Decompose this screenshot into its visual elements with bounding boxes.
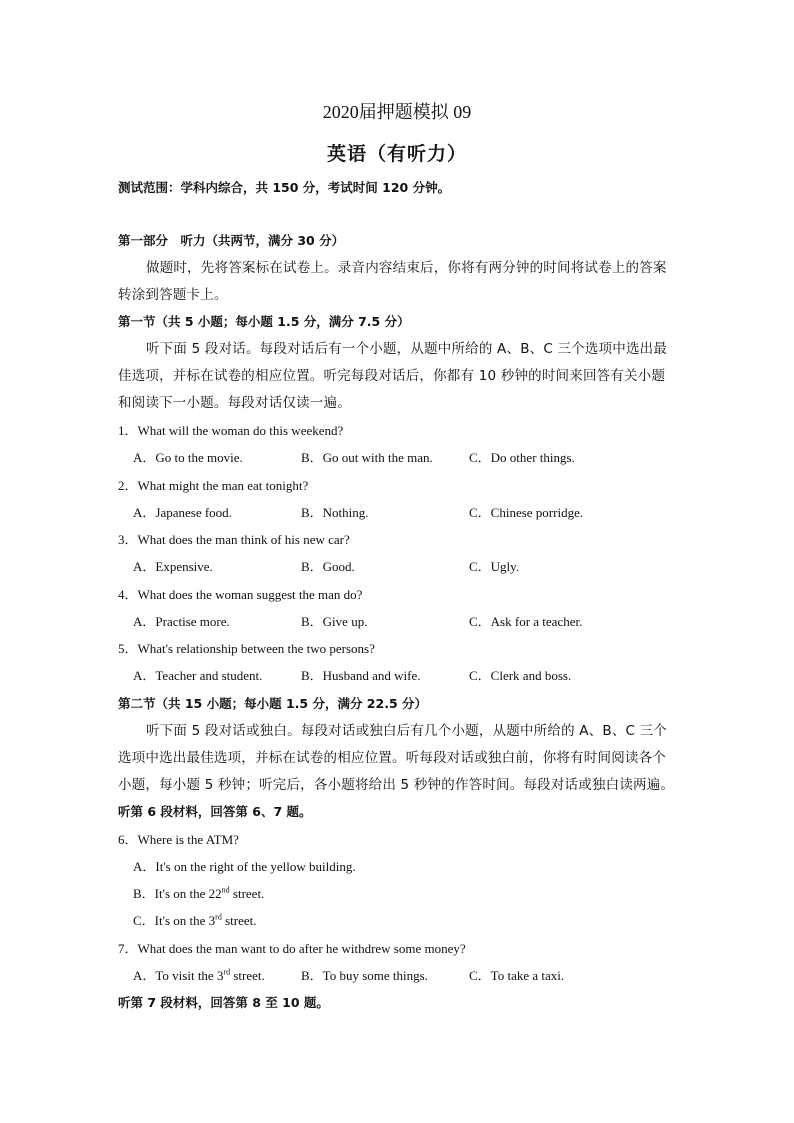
option-b: B．It's on the 22nd street.: [133, 885, 265, 901]
question-3: 3．What does the man think of his new car?: [118, 532, 350, 547]
option-c: C．Ugly.: [469, 559, 520, 574]
option-c: C．To take a taxi.: [469, 968, 565, 983]
option-b: B．To buy some things.: [301, 968, 428, 983]
option-b: B．Give up.: [301, 614, 368, 629]
option-c: C．Clerk and boss.: [469, 668, 572, 683]
option-b: B．Nothing.: [301, 505, 369, 520]
option-a: A．To visit the 3rd street.: [133, 967, 265, 983]
option-a: A．Expensive.: [133, 559, 213, 574]
option-c: C．Ask for a teacher.: [469, 614, 583, 629]
question-1: 1．What will the woman do this weekend?: [118, 423, 344, 438]
test-scope: 测试范围：学科内综合，共 150 分，考试时间 120 分钟。: [118, 180, 451, 195]
option-b: B．Husband and wife.: [301, 668, 421, 683]
option-c: C．Chinese porridge.: [469, 505, 584, 520]
listen-instruction: 听第 6 段材料，回答第 6、7 题。: [118, 804, 312, 819]
question-6: 6．Where is the ATM?: [118, 832, 239, 847]
listen-instruction: 听第 7 段材料，回答第 8 至 10 题。: [118, 995, 329, 1010]
section1-intro: 听下面 5 段对话。每段对话后有一个小题，从题中所给的 A、B、C 三个选项中选出最: [146, 341, 668, 357]
option-a: A．Go to the movie.: [133, 450, 243, 465]
section2-heading: 第二节（共 15 小题；每小题 1.5 分，满分 22.5 分）: [118, 696, 427, 711]
option-b: B．Go out with the man.: [301, 450, 433, 465]
section2-intro: 听下面 5 段对话或独白。每段对话或独白后有几个小题，从题中所给的 A、B、C 三个: [146, 723, 668, 739]
option-a: A．It's on the right of the yellow building.: [133, 859, 356, 874]
question-5: 5．What's relationship between the two persons?: [118, 641, 375, 656]
option-c: C．It's on the 3rd street.: [133, 912, 257, 928]
option-a: A．Japanese food.: [133, 505, 232, 520]
section2-intro: 小题，每小题 5 秒钟；听完后，各小题将给出 5 秒钟的作答时间。每段对话或独白读两遍。: [118, 777, 675, 793]
question-4: 4．What does the woman suggest the man do?: [118, 587, 363, 602]
page-subtitle: 英语（有听力）: [326, 143, 467, 165]
part1-intro: 做题时，先将答案标在试卷上。录音内容结束后，你将有两分钟的时间将试卷上的答案: [146, 260, 667, 276]
question-2: 2．What might the man eat tonight?: [118, 478, 309, 493]
part1-intro: 转涂到答题卡上。: [118, 287, 228, 303]
option-a: A．Teacher and student.: [133, 668, 263, 683]
question-7: 7．What does the man want to do after he withdrew some money?: [118, 941, 466, 956]
part1-heading: 第一部分 听力（共两节，满分 30 分）: [118, 233, 345, 248]
section1-intro: 佳选项，并标在试卷的相应位置。听完每段对话后，你都有 10 秒钟的时间来回答有关小题: [118, 368, 666, 384]
page-title: 2020届押题模拟 09: [322, 102, 472, 122]
section1-heading: 第一节（共 5 小题；每小题 1.5 分，满分 7.5 分）: [118, 314, 410, 329]
option-a: A．Practise more.: [133, 614, 230, 629]
option-c: C．Do other things.: [469, 450, 575, 465]
option-b: B．Good.: [301, 559, 355, 574]
section2-intro: 选项中选出最佳选项，并标在试卷的相应位置。听每段对话或独白前，你将有时间阅读各个: [118, 750, 666, 766]
section1-intro: 和阅读下一小题。每段对话仅读一遍。: [118, 395, 351, 411]
